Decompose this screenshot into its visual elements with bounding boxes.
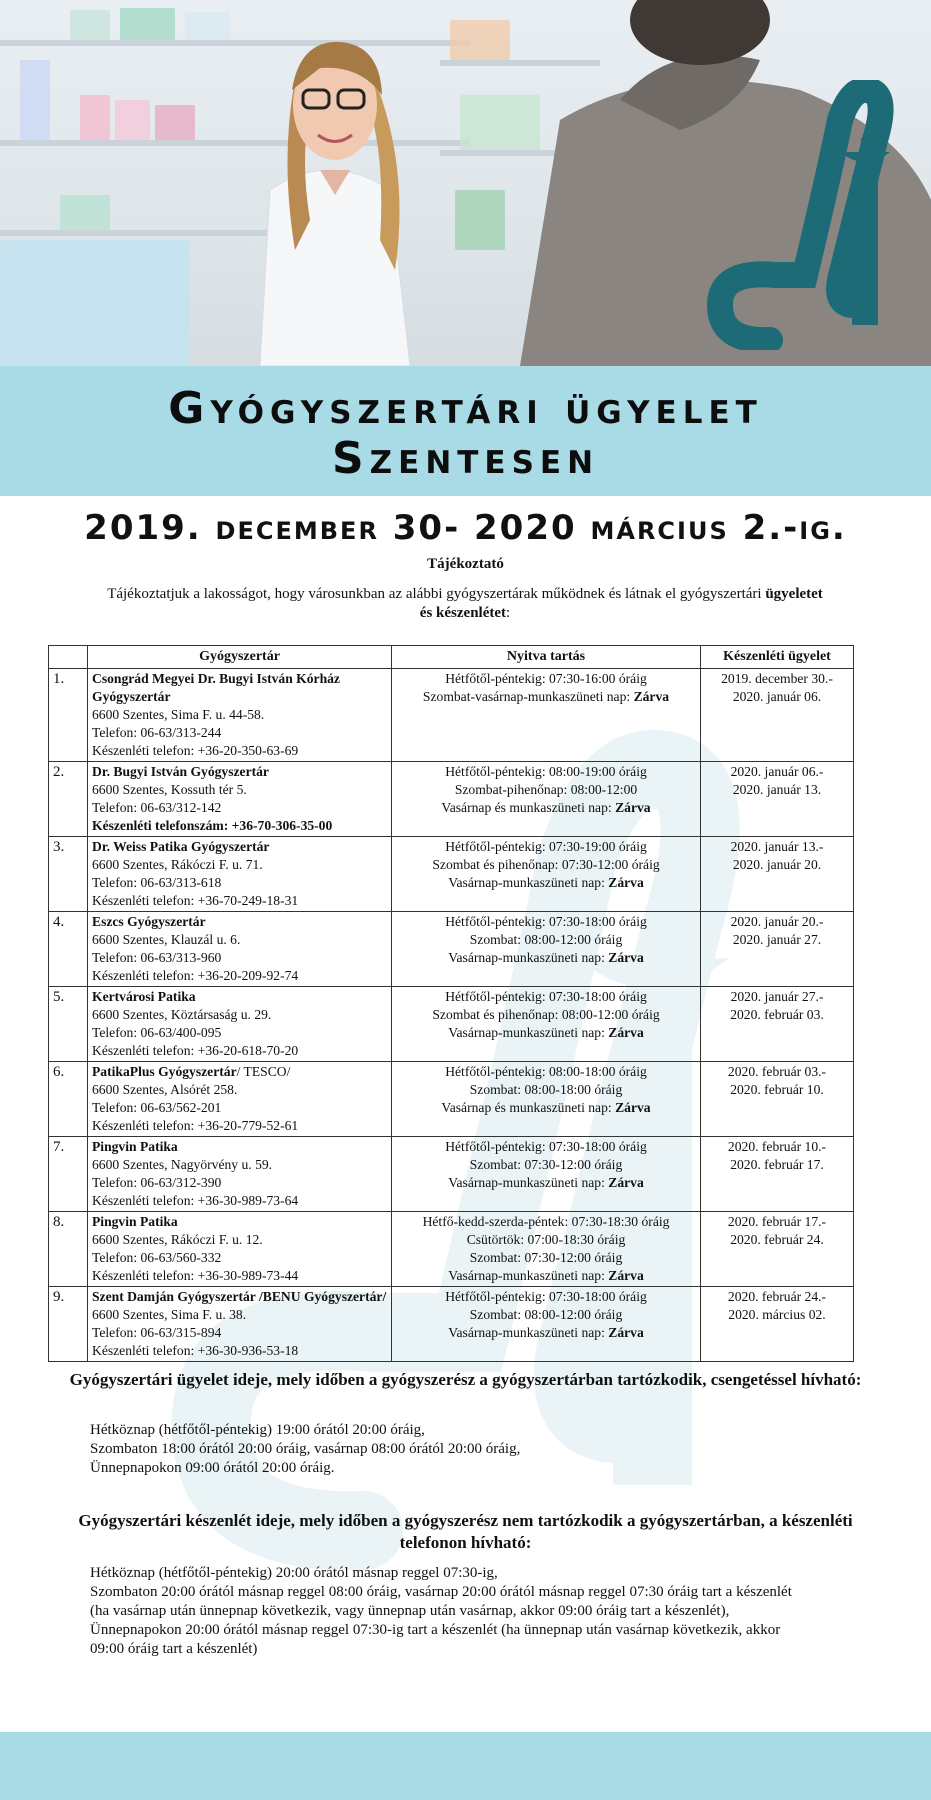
intro-text [100, 585, 830, 623]
display-stand [0, 240, 190, 366]
product-box [20, 60, 50, 140]
opening-hours-line: Hétfőtől-péntekig: 07:30-18:00 óráig [445, 989, 647, 1004]
closed-label: Zárva [608, 1325, 644, 1340]
pharmacy-name: Pingvin Patika [92, 1139, 178, 1154]
opening-hours-line: Szombat: 08:00-12:00 óráig [469, 1307, 623, 1322]
pharmacy-address: 6600 Szentes, Nagyörvény u. 59. [92, 1157, 273, 1172]
duty-period-line: 2020. február 10. [730, 1082, 824, 1097]
info-heading: Tájékoztató [427, 556, 504, 572]
pharmacy-name: Dr. Weiss Patika Gyógyszertár [92, 839, 270, 854]
table-row [49, 1212, 854, 1287]
duty-period-line: 2020. január 27. [732, 932, 822, 947]
standby-line: Hétköznap (hétfőtől-péntekig) 20:00 órától másnap reggel 07:30-ig, [90, 1565, 498, 1581]
opening-hours-line: Szombat: 08:00-12:00 óráig [469, 932, 623, 947]
opening-hours-line: Vasárnap-munkaszüneti nap: Zárva [448, 875, 644, 890]
pharmacy-name: Csongrád Megyei Dr. Bugyi István Kórház Gyógyszertár [92, 671, 340, 704]
table-row [49, 987, 854, 1062]
opening-hours-line: Vasárnap és munkaszüneti nap: Zárva [441, 1100, 651, 1115]
opening-hours-cell [392, 1137, 701, 1212]
standby-heading: Gyógyszertári készenlét ideje, mely időben a gyógyszerész nem tartózkodik a gyógyszertárban, a készenléti telefonon hívható: [78, 1511, 853, 1552]
closed-label: Zárva [608, 1025, 644, 1040]
opening-hours-cell [392, 1287, 701, 1362]
product-box [80, 95, 110, 140]
opening-hours-cell [392, 1062, 701, 1137]
table-row [49, 912, 854, 987]
opening-hours-line: Csütörtök: 07:00-18:30 óráig [466, 1232, 626, 1247]
product-box [70, 10, 110, 40]
pharmacy-address: 6600 Szentes, Klauzál u. 6. [92, 932, 241, 947]
opening-hours-cell [392, 669, 701, 762]
pharmacy-address: 6600 Szentes, Köztársaság u. 29. [92, 1007, 272, 1022]
pharmacy-address: 6600 Szentes, Sima F. u. 44-58. [92, 707, 265, 722]
pharmacy-cell [88, 1287, 392, 1362]
pharmacy-phone: Telefon: 06-63/312-390 [92, 1175, 222, 1190]
col-header-standby: Készenléti ügyelet [701, 646, 854, 669]
standby-duty-cell [701, 987, 854, 1062]
opening-hours-line: Szombat és pihenőnap: 08:00-12:00 óráig [432, 1007, 660, 1022]
pharmacy-phone: Telefon: 06-63/315-894 [92, 1325, 222, 1340]
row-number: 1. [49, 669, 88, 762]
table-row [49, 762, 854, 837]
opening-hours-line: Vasárnap-munkaszüneti nap: Zárva [448, 950, 644, 965]
row-number: 2. [49, 762, 88, 837]
pharmacy-name: PatikaPlus Gyógyszertár/ TESCO/ [92, 1064, 291, 1079]
opening-hours-line: Vasárnap-munkaszüneti nap: Zárva [448, 1175, 644, 1190]
opening-hours-line: Szombat-vasárnap-munkaszüneti nap: Zárva [422, 689, 670, 704]
opening-hours-cell [392, 912, 701, 987]
standby-duty-cell [701, 912, 854, 987]
opening-hours-line: Hétfőtől-péntekig: 08:00-19:00 óráig [445, 764, 647, 779]
opening-hours-line: Hétfőtől-péntekig: 07:30-18:00 óráig [445, 1139, 647, 1154]
duty-period-line: 2020. január 20. [732, 857, 822, 872]
opening-hours-line: Vasárnap-munkaszüneti nap: Zárva [448, 1268, 644, 1283]
pharmacy-phone: Telefon: 06-63/560-332 [92, 1250, 222, 1265]
opening-hours-line: Szombat: 08:00-18:00 óráig [469, 1082, 623, 1097]
row-number: 4. [49, 912, 88, 987]
opening-hours-line: Hétfő-kedd-szerda-péntek: 07:30-18:30 óráig [422, 1214, 670, 1229]
product-box [60, 195, 110, 230]
duty-period-line: 2020. január 20.- [730, 914, 824, 929]
opening-hours-line: Vasárnap-munkaszüneti nap: Zárva [448, 1025, 644, 1040]
closed-label: Zárva [608, 1268, 644, 1283]
closed-label: Zárva [608, 875, 644, 890]
row-number: 5. [49, 987, 88, 1062]
duty-line: Ünnepnapokon 09:00 órától 20:00 óráig. [90, 1460, 335, 1476]
col-header-hours: Nyitva tartás [392, 646, 701, 669]
opening-hours-line: Hétfőtől-péntekig: 07:30-18:00 óráig [445, 914, 647, 929]
standby-line: Szombaton 20:00 órától másnap reggel 08:00 óráig, vasárnap 20:00 órától másnap reggel 07:30 óráig tart a készenlét (ha vasárnap után ünnepnap következik, vagy ünnepnap után vasárnap, akkor 09:00 óráig tart a készenlét), [90, 1584, 792, 1619]
pharmacy-logo [690, 80, 920, 350]
pharmacy-cell [88, 669, 392, 762]
pharmacy-name: Szent Damján Gyógyszertár /BENU Gyógyszertár/ [92, 1289, 387, 1304]
duty-period-line: 2020. február 10.- [727, 1139, 827, 1154]
standby-duty-cell [701, 1212, 854, 1287]
pharmacy-standby-phone: Készenléti telefon: +36-20-350-63-69 [92, 743, 299, 758]
table-row [49, 669, 854, 762]
title-band [0, 366, 931, 496]
page-title-line1: Gyógyszertári ügyelet [168, 383, 763, 434]
duty-line: Hétköznap (hétfőtől-péntekig) 19:00 órától 20:00 óráig, [90, 1422, 425, 1438]
intro-text-post: : [506, 605, 511, 621]
footer-band [0, 1732, 931, 1800]
pharmacy-phone: Telefon: 06-63/313-618 [92, 875, 222, 890]
pharmacy-standby-phone: Készenléti telefon: +36-70-249-18-31 [92, 893, 299, 908]
pharmacy-cell [88, 837, 392, 912]
opening-hours-line: Hétfőtől-péntekig: 08:00-18:00 óráig [445, 1064, 647, 1079]
duty-period-line: 2020. február 17.- [727, 1214, 827, 1229]
closed-label: Zárva [615, 800, 651, 815]
pharmacy-name: Kertvárosi Patika [92, 989, 196, 1004]
table-row [49, 837, 854, 912]
product-box [155, 105, 195, 140]
duty-period-line: 2020. január 13.- [730, 839, 824, 854]
standby-body [90, 1564, 810, 1659]
duty-period-line: 2020. február 24.- [727, 1289, 827, 1304]
duty-period-line: 2020. január 27.- [730, 989, 824, 1004]
opening-hours-line: Hétfőtől-péntekig: 07:30-18:00 óráig [445, 1289, 647, 1304]
pharmacy-cell [88, 1137, 392, 1212]
duty-period-line: 2020. január 06. [732, 689, 822, 704]
pharmacy-standby-phone: Készenléti telefon: +36-30-989-73-64 [92, 1193, 299, 1208]
table-row [49, 1287, 854, 1362]
table-row [49, 1137, 854, 1212]
pharmacy-phone: Telefon: 06-63/312-142 [92, 800, 222, 815]
standby-duty-cell [701, 1287, 854, 1362]
pharmacy-name: Eszcs Gyógyszertár [92, 914, 206, 929]
opening-hours-line: Szombat: 07:30-12:00 óráig [469, 1250, 623, 1265]
pharmacy-address: 6600 Szentes, Alsórét 258. [92, 1082, 238, 1097]
closed-label: Zárva [608, 1175, 644, 1190]
pharmacy-cell [88, 762, 392, 837]
pharmacy-phone: Telefon: 06-63/562-201 [92, 1100, 222, 1115]
opening-hours-line: Vasárnap és munkaszüneti nap: Zárva [441, 800, 651, 815]
opening-hours-cell [392, 837, 701, 912]
pharmacy-name-suffix: / TESCO/ [236, 1064, 291, 1079]
pharmacy-cell [88, 1062, 392, 1137]
duty-period-line: 2020. február 24. [730, 1232, 824, 1247]
intro-text-bold: ügyeletet és készenlétet [419, 586, 823, 621]
standby-duty-cell [701, 669, 854, 762]
pharmacy-cell [88, 912, 392, 987]
col-header-num [49, 646, 88, 669]
row-number: 8. [49, 1212, 88, 1287]
pharmacy-address: 6600 Szentes, Rákóczi F. u. 71. [92, 857, 263, 872]
pharmacist-image [200, 20, 460, 366]
product-box [120, 8, 175, 40]
duty-period-line: 2020. február 17. [730, 1157, 824, 1172]
duty-period-line: 2020. január 06.- [730, 764, 824, 779]
pharmacy-schedule-table [48, 645, 854, 1362]
product-box [115, 100, 150, 140]
standby-duty-cell [701, 762, 854, 837]
duty-period-line: 2020. február 03. [730, 1007, 824, 1022]
duty-period-line: 2020. január 13. [732, 782, 822, 797]
opening-hours-cell [392, 762, 701, 837]
duty-period-line: 2019. december 30.- [721, 671, 833, 686]
page-title-line2: Szentesen [331, 433, 600, 484]
pharmacy-standby-phone: Készenléti telefon: +36-30-989-73-44 [92, 1268, 299, 1283]
standby-duty-cell [701, 1062, 854, 1137]
pharmacy-name: Pingvin Patika [92, 1214, 178, 1229]
duty-period-line: 2020. március 02. [728, 1307, 826, 1322]
intro-text-pre: Tájékoztatjuk a lakosságot, hogy városunkban az alábbi gyógyszertárak működnek és látnak el gyógyszertári [107, 586, 762, 602]
pharmacy-standby-phone: Készenléti telefon: +36-20-618-70-20 [92, 1043, 299, 1058]
pharmacy-standby-phone: Készenléti telefon: +36-20-209-92-74 [92, 968, 299, 983]
pharmacy-standby-phone: Készenléti telefon: +36-20-779-52-61 [92, 1118, 299, 1133]
row-number: 7. [49, 1137, 88, 1212]
table-row [49, 1062, 854, 1137]
pharmacy-phone: Telefon: 06-63/313-244 [92, 725, 222, 740]
opening-hours-cell [392, 987, 701, 1062]
pharmacy-cell [88, 1212, 392, 1287]
row-number: 3. [49, 837, 88, 912]
table-header-row [49, 646, 854, 669]
opening-hours-line: Szombat: 07:30-12:00 óráig [469, 1157, 623, 1172]
header-photo [0, 0, 931, 366]
col-header-pharmacy: Gyógyszertár [88, 646, 392, 669]
standby-duty-cell [701, 837, 854, 912]
opening-hours-cell [392, 1212, 701, 1287]
standby-duty-cell [701, 1137, 854, 1212]
opening-hours-line: Vasárnap-munkaszüneti nap: Zárva [448, 1325, 644, 1340]
standby-line: Ünnepnapokon 20:00 órától másnap reggel 07:30-ig tart a készenlét (ha ünnepnap után vasárnap következik, akkor 09:00 óráig tart a készenlét) [90, 1622, 781, 1657]
pharmacy-phone: Telefon: 06-63/313-960 [92, 950, 222, 965]
pharmacy-standby-phone: Készenléti telefonszám: +36-70-306-35-00 [92, 818, 333, 833]
product-box [455, 190, 505, 250]
closed-label: Zárva [608, 950, 644, 965]
closed-label: Zárva [633, 689, 670, 704]
opening-hours-line: Hétfőtől-péntekig: 07:30-19:00 óráig [445, 839, 647, 854]
pharmacy-name: Dr. Bugyi István Gyógyszertár [92, 764, 269, 779]
closed-label: Zárva [615, 1100, 651, 1115]
pharmacy-address: 6600 Szentes, Sima F. u. 38. [92, 1307, 247, 1322]
duty-line: Szombaton 18:00 órától 20:00 óráig, vasárnap 08:00 órától 20:00 óráig, [90, 1441, 521, 1457]
pharmacy-address: 6600 Szentes, Rákóczi F. u. 12. [92, 1232, 263, 1247]
duty-period-line: 2020. február 03.- [727, 1064, 827, 1079]
pharmacy-cell [88, 987, 392, 1062]
date-range: 2019. december 30- 2020 március 2.-ig. [84, 508, 847, 548]
pharmacy-address: 6600 Szentes, Kossuth tér 5. [92, 782, 247, 797]
pharmacy-standby-phone: Készenléti telefon: +36-30-936-53-18 [92, 1343, 299, 1358]
duty-heading: Gyógyszertári ügyelet ideje, mely időben a gyógyszerész a gyógyszertárban tartózkodik, csengetéssel hívható: [69, 1370, 862, 1389]
duty-body [90, 1421, 810, 1478]
row-number: 6. [49, 1062, 88, 1137]
row-number: 9. [49, 1287, 88, 1362]
opening-hours-line: Szombat-pihenőnap: 08:00-12:00 [454, 782, 638, 797]
pharmacy-phone: Telefon: 06-63/400-095 [92, 1025, 222, 1040]
opening-hours-line: Hétfőtől-péntekig: 07:30-16:00 óráig [445, 671, 647, 686]
opening-hours-line: Szombat és pihenőnap: 07:30-12:00 óráig [432, 857, 660, 872]
